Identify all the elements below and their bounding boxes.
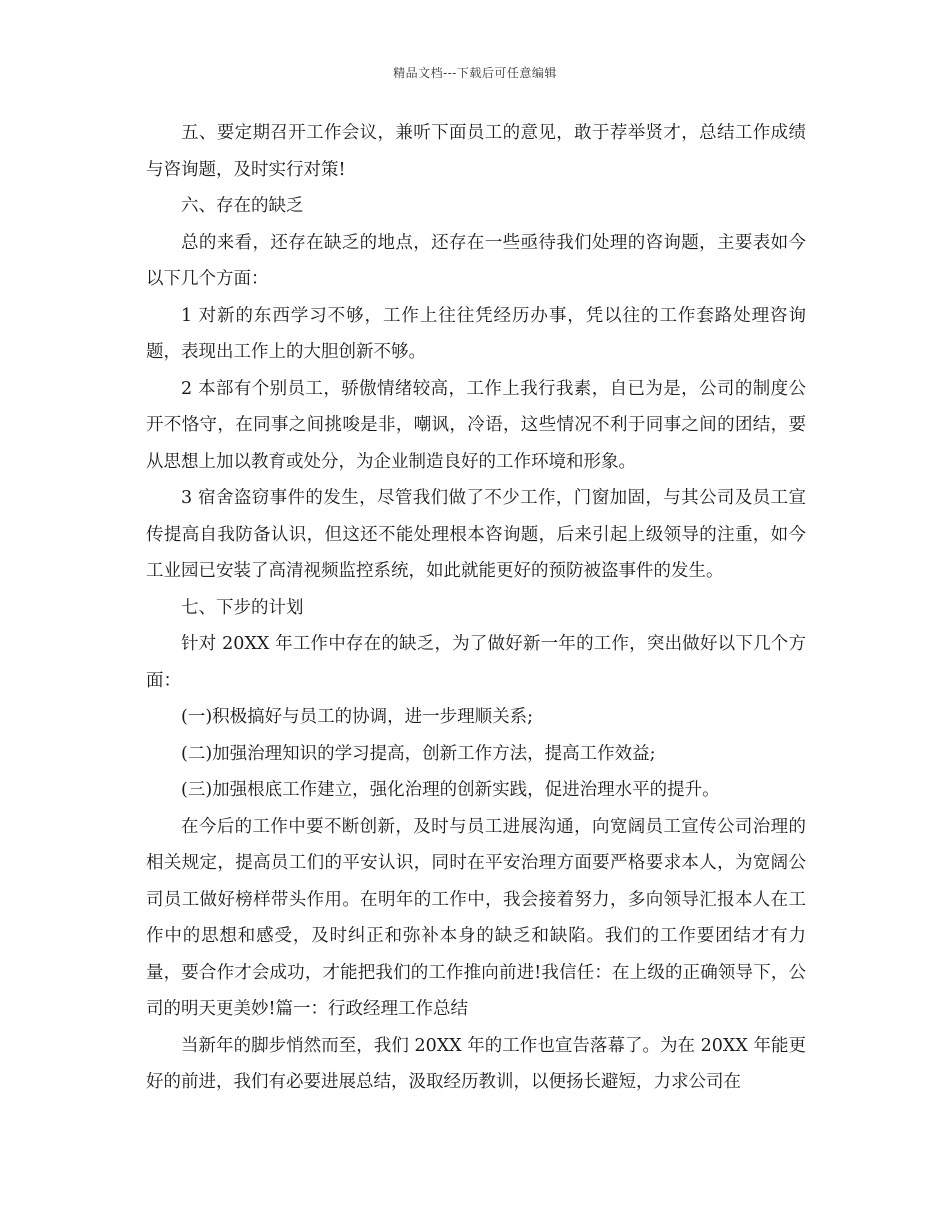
paragraph-new-year: 当新年的脚步悄然而至，我们 20XX 年的工作也宣告落幕了。为在 20XX 年能更好的前进，我们有必要进展总结，汲取经历教训，以便扬长避短，力求公司在 — [146, 1035, 806, 1092]
page-header: 精品文档---下载后可任意编辑 — [393, 66, 557, 80]
paragraph-issue-2: 2 本部有个别员工，骄傲情绪较高，工作上我行我素，自已为是，公司的制度公开不恪守，在同事之间挑唆是非，嘲讽，冷语，这些情况不利于同事之间的团结，要从思想上加以教育或处分，为企业制造良好的工作环境和形象。 — [146, 378, 806, 472]
paragraph-plan-1: (一)积极搞好与员工的协调，进一步理顺关系; — [181, 707, 534, 727]
paragraph-issue-1: 1 对新的东西学习不够，工作上往往凭经历办事，凭以往的工作套路处理咨询题，表现出工作上的大胆创新不够。 — [146, 305, 806, 362]
heading-section-six: 六、存在的缺乏 — [181, 196, 304, 216]
paragraph-issue-3: 3 宿舍盗窃事件的发生，尽管我们做了不少工作，门窗加固，与其公司及员工宣传提高自我防备认识，但这还不能处理根本咨询题，后来引起上级领导的注重，如今工业园已安装了高清视频监控系统，如此就能更好的预防被盗事件的发生。 — [146, 488, 806, 581]
paragraph-conclusion: 在今后的工作中要不断创新，及时与员工进展沟通，向宽阔员工宣传公司治理的相关规定，提高员工们的平安认识，同时在平安治理方面要严格要求本人，为宽阔公司员工做好榜样带头作用。在明年的工作中，我会接着努力，多向领导汇报本人在工作中的思想和感受，及时纠正和弥补本身的缺乏和缺陷。我们的工作要团结才有力量，要合作才会成功，才能把我们的工作推向前进!我信任：在上级的正确领导下，公司的明天更美妙!篇一：行政经理工作总结 — [146, 816, 806, 1019]
paragraph-plan-3: (三)加强根底工作建立，强化治理的创新实践，促进治理水平的提升。 — [181, 780, 720, 800]
paragraph-section-five-item: 五、要定期召开工作会议，兼听下面员工的意见，敢于荐举贤才，总结工作成绩与咨询题，及时实行对策! — [146, 123, 806, 180]
paragraph-plan-intro: 针对 20XX 年工作中存在的缺乏，为了做好新一年的工作，突出做好以下几个方面： — [146, 634, 806, 691]
paragraph-overview: 总的来看，还存在缺乏的地点，还存在一些亟待我们处理的咨询题，主要表如今以下几个方面： — [146, 232, 806, 289]
paragraph-plan-2: (二)加强治理知识的学习提高，创新工作方法，提高工作效益; — [181, 743, 656, 764]
heading-section-seven: 七、下步的计划 — [181, 597, 304, 618]
document-body — [146, 115, 806, 1101]
